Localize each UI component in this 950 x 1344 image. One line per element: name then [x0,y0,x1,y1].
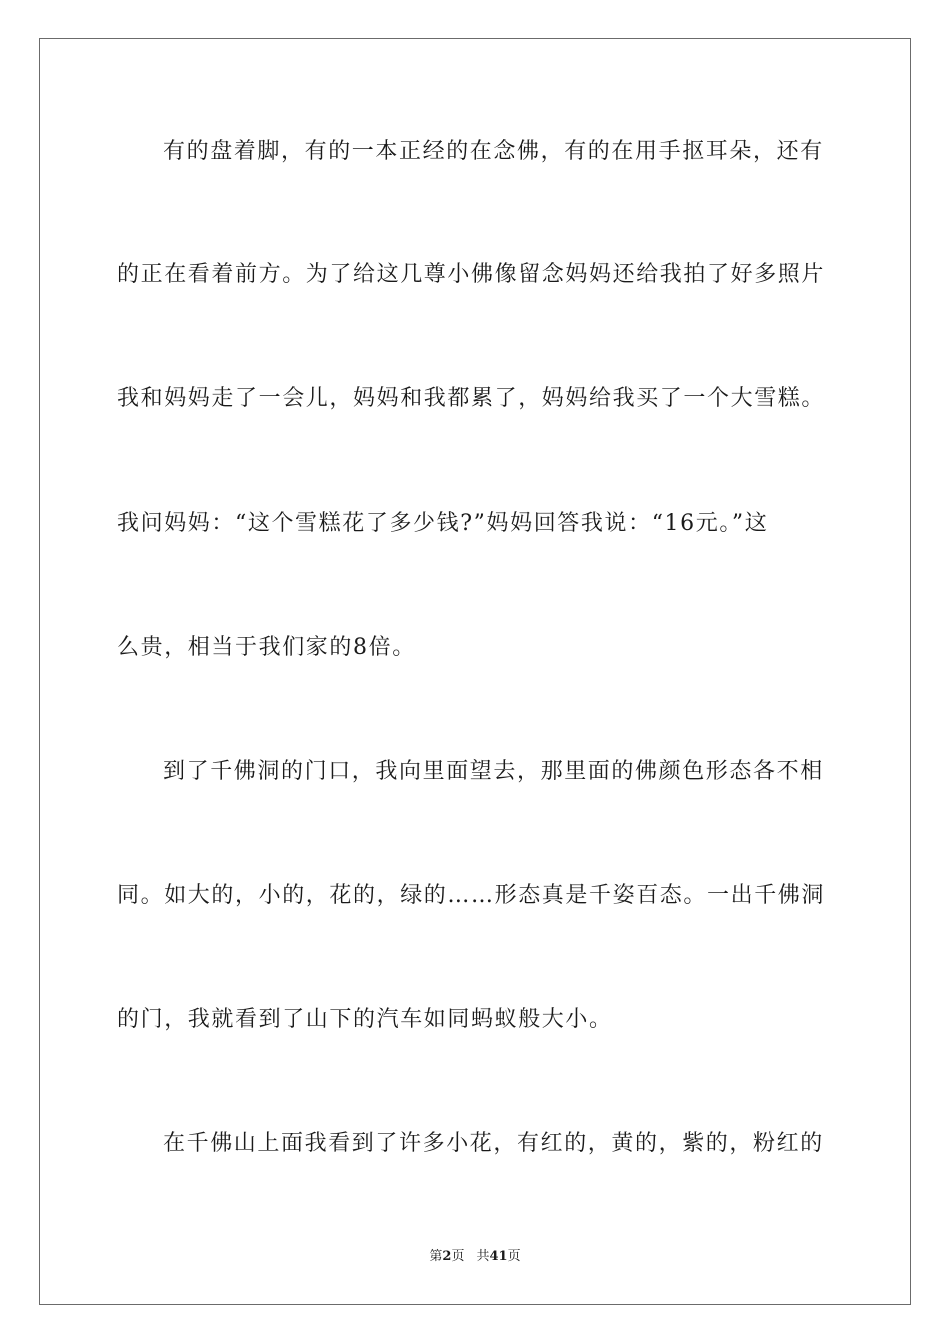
paragraph-line-1: 有的盘着脚，有的一本正经的在念佛，有的在用手抠耳朵，还有 [163,139,824,164]
page-label-prefix: 第 [429,1249,443,1264]
total-label-suffix: 页 [507,1249,521,1264]
total-pages: 41 [489,1249,508,1264]
paragraph-line-8: 的门，我就看到了山下的汽车如同蚂蚁般大小。 [117,1007,613,1032]
page-footer [0,1248,950,1266]
page-label-suffix: 页 [451,1249,465,1264]
paragraph-line-5: 么贵，相当于我们家的8倍。 [117,635,416,660]
page-border [39,38,911,1305]
paragraph-line-2: 的正在看着前方。为了给这几尊小佛像留念妈妈还给我拍了好多照片 [117,262,826,287]
paragraph-line-9: 在千佛山上面我看到了许多小花，有红的，黄的，紫的，粉红的 [163,1131,824,1156]
paragraph-line-6: 到了千佛洞的门口，我向里面望去，那里面的佛颜色形态各不相 [163,759,824,784]
paragraph-line-3: 我和妈妈走了一会儿，妈妈和我都累了，妈妈给我买了一个大雪糕。 [117,386,826,411]
paragraph-line-4: 我问妈妈：“这个雪糕花了多少钱?”妈妈回答我说：“16元。”这 [117,511,769,536]
paragraph-line-7: 同。如大的，小的，花的，绿的……形态真是千姿百态。一出千佛洞 [117,883,826,908]
total-label-prefix: 共 [476,1249,490,1264]
page-number: 2 [442,1249,452,1264]
